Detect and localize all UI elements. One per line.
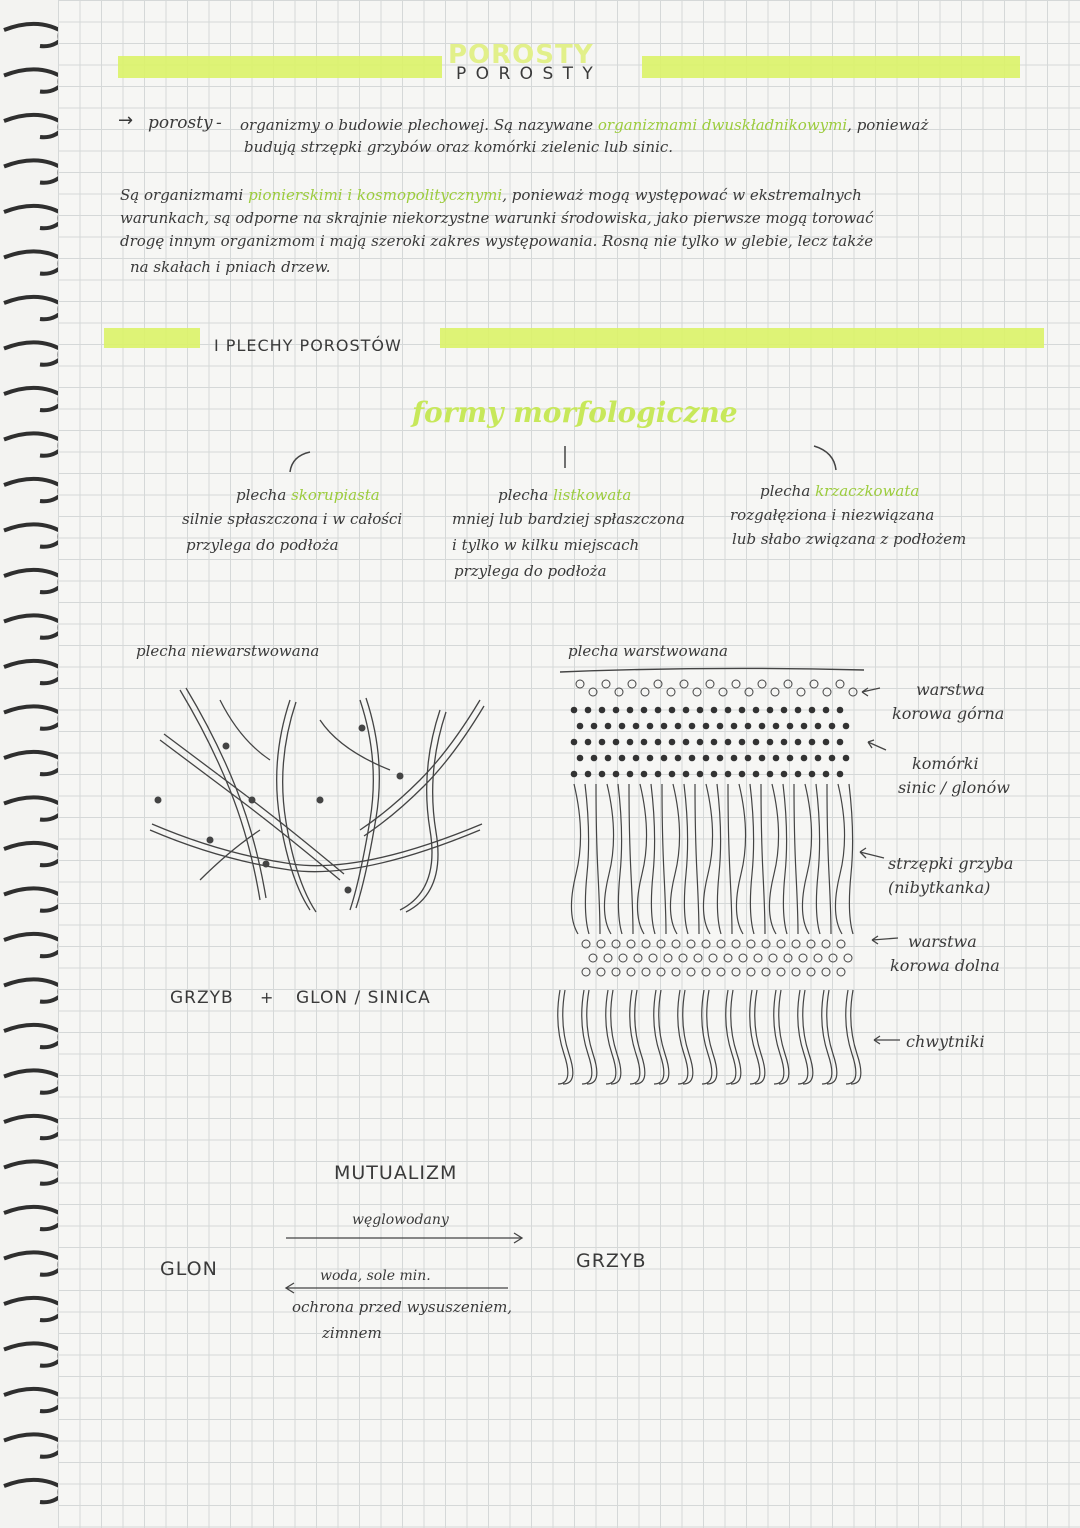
- para-l1-green: pionierskimi i kosmopolitycznymi: [248, 186, 503, 204]
- def-line1-a: organizmy o budowie plechowej. Są nazywane: [240, 116, 594, 134]
- title-highlight-left: [118, 56, 442, 78]
- crustose-name: [236, 486, 380, 504]
- layer-label-1a: warstwa: [916, 680, 985, 699]
- def-line1-green: organizmami dwuskładnikowymi: [597, 116, 848, 134]
- foliose-name: [498, 486, 631, 504]
- fruticose-name: [760, 482, 919, 500]
- section-title: I PLECHY POROSTÓW: [214, 336, 402, 355]
- para-l1-b: , ponieważ mogą występować w ekstremalnych: [502, 186, 862, 204]
- layer-label-5a: chwytniki: [906, 1032, 985, 1051]
- mutualism-left: GLON: [160, 1258, 218, 1280]
- layer-label-4b: korowa dolna: [890, 956, 1000, 975]
- unlayered-thallus-drawing: [140, 680, 500, 920]
- unlayered-title: plecha niewarstwowana: [136, 642, 320, 660]
- fruticose-d2: lub słabo związana z podłożem: [732, 530, 967, 548]
- foliose-d2: i tylko w kilku miejscach: [452, 536, 640, 554]
- para-line1: [120, 186, 862, 204]
- section-highlight-right: [440, 328, 1044, 348]
- title-small: P O R O S T Y: [456, 64, 595, 84]
- layered-title: plecha warstwowana: [568, 642, 728, 660]
- mutualism-arrows: [276, 1226, 536, 1296]
- foliose-d1: mniej lub bardziej spłaszczona: [452, 510, 685, 528]
- layer-label-1b: korowa górna: [892, 704, 1005, 723]
- def-line1-b: , ponieważ: [847, 116, 929, 134]
- term-porosty: porosty: [148, 113, 213, 133]
- arrow-icon: →: [118, 110, 134, 131]
- section-highlight-left: [104, 328, 200, 348]
- unlayered-g1: GRZYB: [170, 988, 234, 1008]
- forms-branch-lines: [280, 440, 840, 480]
- title-big: POROSTY: [448, 40, 594, 70]
- mutualism-arrow1-label: węglowodany: [352, 1212, 449, 1228]
- crustose-d2: przylega do podłoża: [186, 536, 339, 554]
- mutualism-arrow3a: ochrona przed wysuszeniem,: [292, 1298, 513, 1316]
- mutualism-arrow3b: zimnem: [322, 1324, 382, 1342]
- para-line3: drogę innym organizmom i mają szeroki zakres występowania. Rosną nie tylko w glebie, lecz także: [120, 232, 874, 250]
- crustose-name-a: plecha: [236, 486, 287, 504]
- fruticose-name-a: plecha: [760, 482, 811, 500]
- layer-label-4a: warstwa: [908, 932, 977, 951]
- mutualism-right: GRZYB: [576, 1250, 647, 1272]
- layer-label-3a: strzępki grzyba: [888, 854, 1014, 873]
- unlayered-plus: +: [260, 988, 274, 1007]
- def-line2: budują strzępki grzybów oraz komórki zielenic lub sinic.: [244, 138, 674, 156]
- fruticose-name-b: krzaczkowata: [815, 482, 920, 500]
- layered-thallus-drawing: [540, 664, 880, 1104]
- mutualism-arrow2-label: woda, sole min.: [320, 1268, 431, 1284]
- mutualism-title: MUTUALIZM: [334, 1162, 458, 1184]
- foliose-name-b: listkowata: [553, 486, 632, 504]
- para-line2: warunkach, są odporne na skrajnie niekorzystne warunki środowiska, jako pierwsze mogą torować: [120, 209, 874, 227]
- layer-pointer-arrows: [840, 676, 910, 1056]
- title-highlight-right: [642, 56, 1020, 78]
- layer-label-3b: (nibytkanka): [888, 878, 991, 897]
- def-line1: [240, 116, 928, 134]
- term-dash: -: [216, 113, 222, 133]
- unlayered-g2: GLON / SINICA: [296, 988, 431, 1008]
- forms-heading: formy morfologiczne: [412, 396, 738, 429]
- foliose-name-a: plecha: [498, 486, 549, 504]
- para-l1-a: Są organizmami: [120, 186, 244, 204]
- foliose-d3: przylega do podłoża: [454, 562, 607, 580]
- crustose-d1: silnie spłaszczona i w całości: [182, 510, 403, 528]
- para-line4: na skałach i pniach drzew.: [130, 258, 331, 276]
- layer-label-2a: komórki: [912, 754, 979, 773]
- layer-label-2b: sinic / glonów: [898, 778, 1010, 797]
- fruticose-d1: rozgałęziona i niezwiązana: [730, 506, 935, 524]
- crustose-name-b: skorupiasta: [291, 486, 380, 504]
